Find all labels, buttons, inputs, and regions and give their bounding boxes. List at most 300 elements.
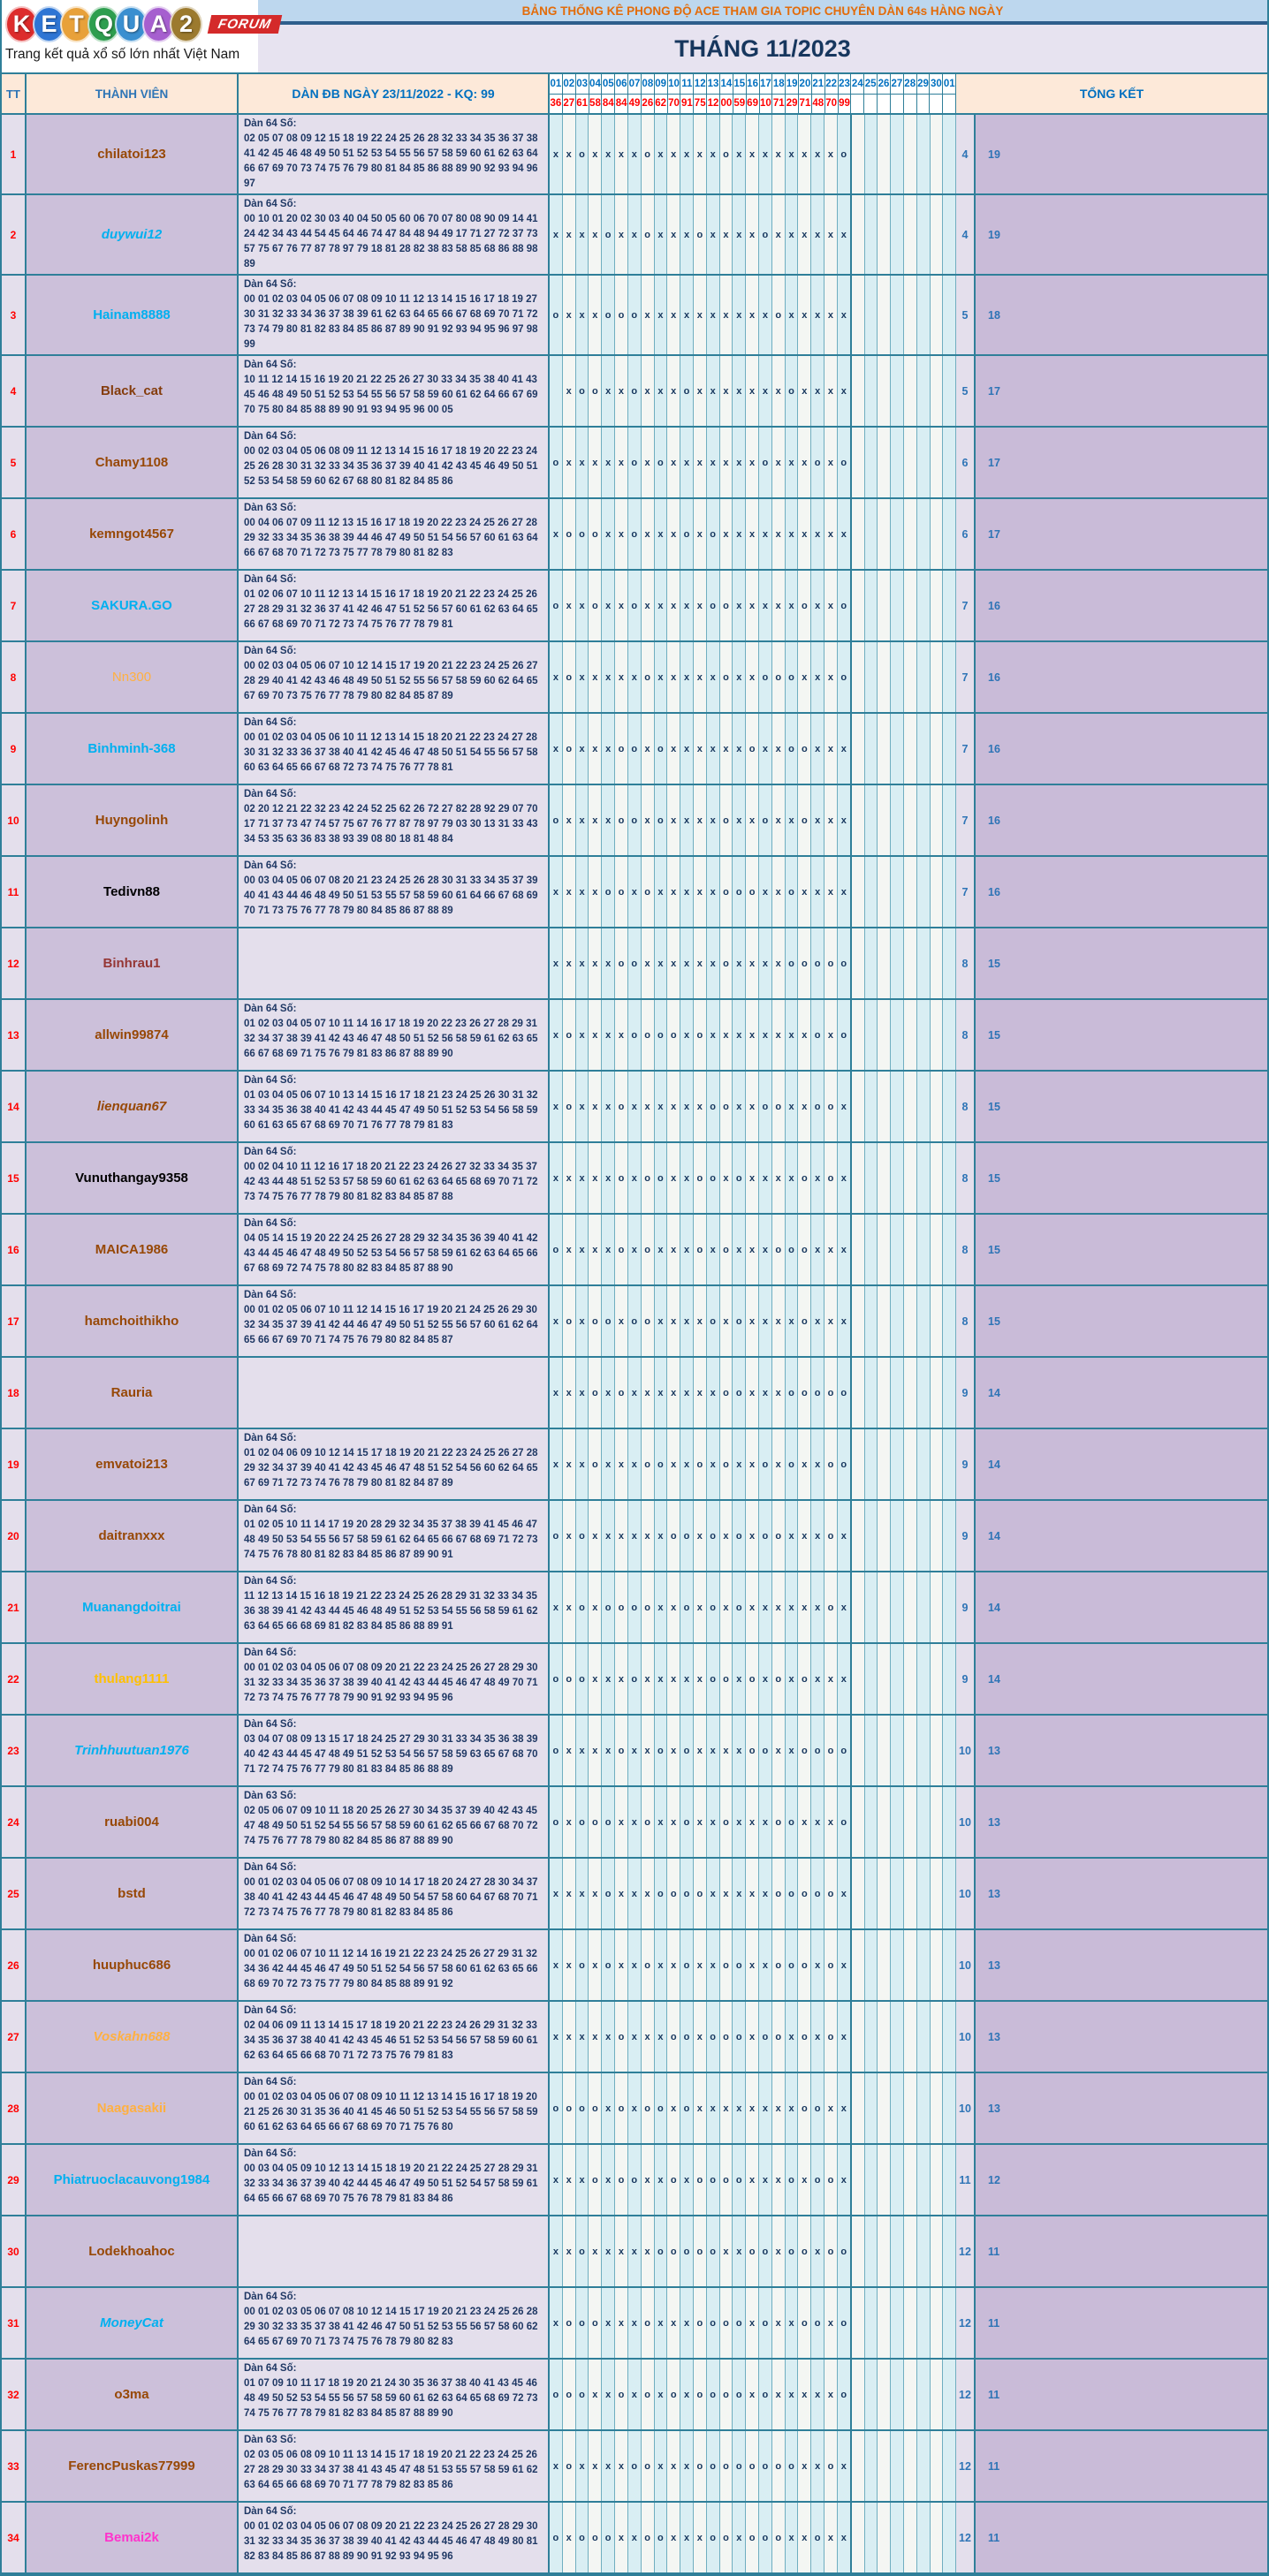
- mark-miss-o: o: [642, 1000, 655, 1070]
- mark-hit-x: x: [772, 785, 786, 855]
- mark-hit-x: x: [759, 1215, 772, 1284]
- mark-empty: [904, 2503, 917, 2572]
- mark-hit-x: x: [733, 1429, 746, 1499]
- total-o-count: 5: [956, 276, 976, 354]
- mark-hit-x: x: [798, 1572, 811, 1642]
- mark-hit-x: x: [628, 1501, 642, 1571]
- total-x-count: 14: [976, 1429, 1267, 1499]
- mark-hit-x: x: [550, 195, 563, 274]
- mark-hit-x: x: [772, 1143, 786, 1213]
- member-row: [2, 1787, 1267, 1859]
- mark-hit-x: x: [824, 499, 838, 569]
- mark-empty: [878, 1000, 891, 1070]
- member-name[interactable]: Bemai2k: [104, 2530, 159, 2545]
- numbers-text: 00 02 03 04 05 06 07 10 12 14 15 17 19 20 21 22 23 24 25 26 27 28 29 40 41 42 43 46 48 49 50 51 52 55 56 57 58 59 60 62 64 65 67 69 70 73 75 76 77 78 79 80 82 84 85 87 89: [244, 661, 538, 701]
- mark-empty: [943, 571, 956, 640]
- mark-hit-x: x: [602, 2288, 615, 2358]
- mark-hit-x: x: [720, 1000, 733, 1070]
- mark-miss-o: o: [615, 2073, 628, 2143]
- mark-miss-o: o: [694, 195, 707, 274]
- numbers-text: 00 01 02 03 04 05 06 10 11 12 13 14 15 18 20 21 22 23 24 27 28 30 31 32 33 36 37 38 40 41 42 45 46 47 48 50 51 54 55 56 57 58 60 63 64 65 66 67 68 72 73 74 75 76 77 78 81: [244, 732, 538, 773]
- mark-empty: [865, 1215, 878, 1284]
- mark-empty: [550, 356, 563, 426]
- mark-hit-x: x: [589, 1143, 602, 1213]
- mark-hit-x: x: [772, 1000, 786, 1070]
- day-number: 15: [733, 74, 746, 95]
- mark-miss-o: o: [628, 2145, 642, 2215]
- mark-miss-o: o: [838, 1000, 852, 1070]
- member-row: [2, 1286, 1267, 1358]
- mark-hit-x: x: [667, 785, 680, 855]
- mark-empty: [917, 1072, 931, 1141]
- mark-empty: [917, 2288, 931, 2358]
- total-o-count: 9: [956, 1572, 976, 1642]
- mark-empty: [904, 1644, 917, 1714]
- member-name[interactable]: MAICA1986: [95, 1242, 169, 1257]
- total-x-count: 19: [976, 115, 1267, 193]
- mark-miss-o: o: [576, 115, 589, 193]
- day-column: [747, 74, 760, 113]
- mark-hit-x: x: [602, 428, 615, 497]
- mark-empty: [878, 785, 891, 855]
- numbers-cell: [239, 356, 550, 426]
- mark-empty: [904, 1215, 917, 1284]
- day-kq-result: 70: [668, 95, 680, 114]
- member-name[interactable]: kemngot4567: [89, 527, 174, 542]
- mark-hit-x: x: [838, 1859, 852, 1928]
- day-column: [917, 74, 931, 113]
- member-name[interactable]: Chamy1108: [95, 455, 169, 470]
- member-name[interactable]: Voskahn688: [93, 2029, 171, 2044]
- member-name[interactable]: thulang1111: [94, 1671, 170, 1686]
- numbers-label: Dàn 64 Số:: [244, 1504, 297, 1515]
- total-x-count: 13: [976, 2002, 1267, 2072]
- mark-empty: [852, 2216, 865, 2286]
- mark-empty: [891, 1930, 904, 2000]
- mark-hit-x: x: [680, 2145, 694, 2215]
- mark-hit-x: x: [615, 2288, 628, 2358]
- day-column: [615, 74, 628, 113]
- numbers-text: 00 10 01 20 02 30 03 40 04 50 05 60 06 70 07 80 08 90 09 14 41 24 42 34 43 44 54 45 64 46 74 47 84 48 94 49 17 71 27 72 37 73 57 75 67 76 77 87 78 97 79 18 81 28 82 38 83 58 85 68 86 88 98 89: [244, 214, 538, 269]
- member-row: [2, 1000, 1267, 1072]
- mark-hit-x: x: [733, 785, 746, 855]
- total-o-count: 12: [956, 2288, 976, 2358]
- total-x-count: 16: [976, 714, 1267, 784]
- mark-hit-x: x: [667, 1930, 680, 2000]
- numbers-cell: [239, 2288, 550, 2358]
- mark-hit-x: x: [838, 276, 852, 354]
- mark-empty: [852, 2288, 865, 2358]
- mark-hit-x: x: [746, 1501, 759, 1571]
- total-x-count: 16: [976, 642, 1267, 712]
- mark-hit-x: x: [550, 1930, 563, 2000]
- mark-miss-o: o: [576, 2360, 589, 2429]
- mark-empty: [917, 1286, 931, 1356]
- mark-hit-x: x: [746, 785, 759, 855]
- mark-hit-x: x: [655, 1215, 668, 1284]
- mark-miss-o: o: [772, 2503, 786, 2572]
- mark-hit-x: x: [589, 1501, 602, 1571]
- mark-hit-x: x: [838, 2431, 852, 2501]
- mark-hit-x: x: [720, 1859, 733, 1928]
- mark-hit-x: x: [838, 2145, 852, 2215]
- mark-miss-o: o: [786, 2216, 799, 2286]
- day-column: [864, 74, 878, 113]
- mark-empty: [904, 1358, 917, 1428]
- numbers-label: Dàn 64 Số:: [244, 1433, 297, 1443]
- member-name[interactable]: Hainam8888: [93, 307, 171, 322]
- numbers-text: 11 12 13 14 15 16 18 19 21 22 23 24 25 26 28 29 31 32 33 34 35 36 38 39 41 42 43 44 45 46 48 49 51 52 53 54 55 56 58 59 61 62 63 64 65 66 68 69 81 82 83 84 85 86 88 89 91: [244, 1591, 538, 1632]
- marks-cells: [550, 2503, 956, 2572]
- mark-empty: [904, 499, 917, 569]
- mark-empty: [904, 276, 917, 354]
- mark-hit-x: x: [655, 571, 668, 640]
- total-x-count: 13: [976, 1859, 1267, 1928]
- mark-hit-x: x: [628, 1072, 642, 1141]
- member-name[interactable]: ruabi004: [104, 1815, 159, 1830]
- member-name[interactable]: huuphuc686: [92, 1958, 171, 1973]
- mark-empty: [931, 714, 944, 784]
- mark-miss-o: o: [694, 2145, 707, 2215]
- mark-hit-x: x: [680, 1429, 694, 1499]
- member-name[interactable]: duywui12: [101, 227, 163, 242]
- mark-hit-x: x: [615, 2503, 628, 2572]
- mark-hit-x: x: [563, 2503, 576, 2572]
- mark-miss-o: o: [707, 499, 720, 569]
- marks-cells: [550, 1930, 956, 2000]
- tt-cell: 22: [2, 1644, 27, 1714]
- mark-empty: [917, 1787, 931, 1857]
- mark-hit-x: x: [628, 857, 642, 927]
- mark-hit-x: x: [824, 2073, 838, 2143]
- mark-miss-o: o: [550, 1787, 563, 1857]
- member-name[interactable]: SAKURA.GO: [91, 598, 172, 613]
- member-name-cell: [27, 2431, 239, 2501]
- mark-empty: [943, 1644, 956, 1714]
- member-name[interactable]: MoneyCat: [100, 2315, 163, 2330]
- mark-empty: [852, 356, 865, 426]
- day-column: [628, 74, 642, 113]
- mark-miss-o: o: [811, 1358, 824, 1428]
- total-o-count: 10: [956, 1716, 976, 1785]
- mark-empty: [931, 857, 944, 927]
- mark-hit-x: x: [615, 499, 628, 569]
- mark-hit-x: x: [759, 356, 772, 426]
- mark-hit-x: x: [576, 1000, 589, 1070]
- member-name[interactable]: Trinhhuutuan1976: [74, 1743, 189, 1758]
- mark-empty: [943, 1501, 956, 1571]
- mark-hit-x: x: [589, 1572, 602, 1642]
- member-name[interactable]: Binhrau1: [103, 956, 161, 971]
- tt-cell: 14: [2, 1072, 27, 1141]
- mark-miss-o: o: [759, 195, 772, 274]
- marks-cells: [550, 928, 956, 998]
- mark-hit-x: x: [602, 1716, 615, 1785]
- total-x-count: 14: [976, 1644, 1267, 1714]
- member-name-cell: [27, 1787, 239, 1857]
- mark-hit-x: x: [642, 2145, 655, 2215]
- mark-empty: [931, 571, 944, 640]
- mark-hit-x: x: [746, 1072, 759, 1141]
- marks-cells: [550, 2216, 956, 2286]
- mark-hit-x: x: [589, 2002, 602, 2072]
- marks-cells: [550, 2002, 956, 2072]
- mark-miss-o: o: [798, 1644, 811, 1714]
- mark-empty: [904, 1501, 917, 1571]
- member-name[interactable]: emvatoi213: [95, 1457, 168, 1472]
- member-name[interactable]: Nn300: [111, 670, 152, 685]
- mark-hit-x: x: [798, 2145, 811, 2215]
- mark-hit-x: x: [798, 1072, 811, 1141]
- mark-hit-x: x: [602, 1358, 615, 1428]
- mark-empty: [891, 1716, 904, 1785]
- mark-empty: [891, 195, 904, 274]
- mark-hit-x: x: [746, 642, 759, 712]
- total-o-count: 6: [956, 499, 976, 569]
- mark-hit-x: x: [563, 2002, 576, 2072]
- mark-hit-x: x: [824, 1787, 838, 1857]
- mark-miss-o: o: [563, 642, 576, 712]
- site-logo: [2, 0, 273, 72]
- member-name[interactable]: Muanangdoitrai: [82, 1600, 181, 1615]
- mark-hit-x: x: [838, 857, 852, 927]
- member-name[interactable]: Black_cat: [100, 383, 163, 398]
- mark-hit-x: x: [811, 276, 824, 354]
- mark-hit-x: x: [798, 356, 811, 426]
- numbers-label: Dàn 64 Số:: [244, 1075, 297, 1086]
- tt-cell: 34: [2, 2503, 27, 2572]
- mark-hit-x: x: [655, 1644, 668, 1714]
- member-name-cell: [27, 1143, 239, 1213]
- member-name-cell: [27, 1572, 239, 1642]
- numbers-label: Dàn 64 Số:: [244, 1934, 297, 1944]
- logo-tagline: Trang kết quả xổ số lớn nhất Việt Nam: [5, 47, 240, 62]
- mark-empty: [917, 115, 931, 193]
- numbers-label: Dàn 64 Số:: [244, 860, 297, 871]
- member-row: [2, 2145, 1267, 2216]
- mark-hit-x: x: [576, 276, 589, 354]
- mark-empty: [852, 1716, 865, 1785]
- mark-hit-x: x: [655, 2288, 668, 2358]
- mark-miss-o: o: [563, 1072, 576, 1141]
- mark-miss-o: o: [550, 276, 563, 354]
- mark-miss-o: o: [746, 1644, 759, 1714]
- member-name-cell: [27, 1286, 239, 1356]
- mark-empty: [917, 857, 931, 927]
- mark-hit-x: x: [615, 571, 628, 640]
- mark-miss-o: o: [707, 2002, 720, 2072]
- day-column: [799, 74, 812, 113]
- mark-miss-o: o: [563, 2431, 576, 2501]
- mark-empty: [931, 276, 944, 354]
- total-o-count: 12: [956, 2431, 976, 2501]
- marks-cells: [550, 1215, 956, 1284]
- mark-empty: [878, 195, 891, 274]
- mark-empty: [878, 1716, 891, 1785]
- day-kq-result: 36: [550, 95, 562, 114]
- numbers-text: 01 02 05 10 11 14 17 19 20 28 29 32 34 35 37 38 39 41 45 46 47 48 49 50 53 54 55 56 57 58 59 61 62 64 65 66 67 68 69 71 72 73 74 75 76 78 80 81 82 83 84 85 86 87 89 90 91: [244, 1519, 538, 1560]
- mark-hit-x: x: [824, 1000, 838, 1070]
- member-name-cell: [27, 1072, 239, 1141]
- mark-hit-x: x: [615, 1644, 628, 1714]
- member-name[interactable]: Vunuthangay9358: [75, 1171, 188, 1186]
- day-kq-result: 71: [772, 95, 785, 114]
- mark-miss-o: o: [655, 785, 668, 855]
- mark-miss-o: o: [838, 2288, 852, 2358]
- member-name-cell: [27, 499, 239, 569]
- mark-hit-x: x: [786, 1286, 799, 1356]
- member-name[interactable]: daitranxxx: [98, 1528, 165, 1543]
- mark-miss-o: o: [733, 2145, 746, 2215]
- mark-hit-x: x: [667, 1215, 680, 1284]
- day-kq-result: 99: [839, 95, 851, 114]
- total-x-count: 12: [976, 2145, 1267, 2215]
- numbers-text: 01 02 04 06 09 10 12 14 15 17 18 19 20 21 22 23 24 25 26 27 28 29 32 34 37 39 40 41 42 43 45 46 47 48 51 52 54 56 60 62 64 65 67 69 71 72 73 74 76 78 79 80 81 82 84 87 89: [244, 1448, 538, 1489]
- tt-cell: 23: [2, 1716, 27, 1785]
- mark-hit-x: x: [733, 1644, 746, 1714]
- mark-miss-o: o: [576, 1501, 589, 1571]
- mark-miss-o: o: [838, 2216, 852, 2286]
- mark-empty: [865, 2431, 878, 2501]
- day-number: 19: [786, 74, 798, 95]
- mark-hit-x: x: [798, 195, 811, 274]
- mark-hit-x: x: [733, 1859, 746, 1928]
- mark-hit-x: x: [824, 428, 838, 497]
- mark-miss-o: o: [811, 2288, 824, 2358]
- member-name-cell: [27, 356, 239, 426]
- mark-hit-x: x: [772, 2288, 786, 2358]
- mark-empty: [931, 2503, 944, 2572]
- mark-empty: [865, 1716, 878, 1785]
- day-number: 18: [772, 74, 785, 95]
- mark-hit-x: x: [615, 195, 628, 274]
- mark-empty: [943, 1716, 956, 1785]
- day-number: 21: [812, 74, 824, 95]
- tt-cell: 6: [2, 499, 27, 569]
- numbers-cell: [239, 1072, 550, 1141]
- marks-cells: [550, 1716, 956, 1785]
- member-name[interactable]: chilatoi123: [97, 147, 166, 162]
- mark-miss-o: o: [589, 1429, 602, 1499]
- member-name-cell: [27, 1429, 239, 1499]
- mark-miss-o: o: [655, 1143, 668, 1213]
- mark-empty: [878, 2145, 891, 2215]
- mark-miss-o: o: [786, 642, 799, 712]
- day-column: [812, 74, 825, 113]
- mark-hit-x: x: [824, 1286, 838, 1356]
- mark-hit-x: x: [707, 642, 720, 712]
- mark-miss-o: o: [786, 928, 799, 998]
- mark-hit-x: x: [838, 1143, 852, 1213]
- mark-miss-o: o: [720, 1072, 733, 1141]
- mark-miss-o: o: [576, 2288, 589, 2358]
- mark-miss-o: o: [655, 1859, 668, 1928]
- mark-empty: [931, 1072, 944, 1141]
- member-name[interactable]: hamchoithikho: [84, 1314, 179, 1329]
- member-row: [2, 1930, 1267, 2002]
- mark-empty: [891, 1859, 904, 1928]
- numbers-cell: [239, 1859, 550, 1928]
- mark-hit-x: x: [576, 428, 589, 497]
- member-name[interactable]: bstd: [118, 1886, 146, 1901]
- member-name[interactable]: Tedivn88: [103, 884, 160, 899]
- mark-miss-o: o: [589, 499, 602, 569]
- member-name[interactable]: FerencPuskas77999: [68, 2459, 195, 2474]
- member-name[interactable]: Huyngolinh: [95, 813, 169, 828]
- member-name[interactable]: lienquan67: [96, 1099, 167, 1114]
- mark-hit-x: x: [642, 2216, 655, 2286]
- member-name-cell: [27, 714, 239, 784]
- numbers-text: 00 01 02 05 06 07 10 11 12 14 15 16 17 19 20 21 24 25 26 29 30 32 34 35 37 39 41 42 44 46 47 49 50 51 52 55 56 57 60 61 62 64 65 66 67 69 70 71 74 75 76 79 80 82 84 85 87: [244, 1305, 538, 1345]
- member-row: [2, 2002, 1267, 2073]
- numbers-label: Dàn 64 Số:: [244, 1862, 297, 1873]
- member-name[interactable]: allwin99874: [95, 1027, 169, 1042]
- mark-miss-o: o: [746, 857, 759, 927]
- member-name[interactable]: Phiatruoclacauvong1984: [53, 2172, 210, 2187]
- mark-empty: [865, 1572, 878, 1642]
- tt-cell: 33: [2, 2431, 27, 2501]
- numbers-label: Dàn 64 Số:: [244, 1648, 297, 1658]
- day-number: 01: [550, 74, 562, 95]
- mark-hit-x: x: [550, 1000, 563, 1070]
- mark-empty: [865, 785, 878, 855]
- mark-miss-o: o: [602, 195, 615, 274]
- mark-hit-x: x: [772, 2216, 786, 2286]
- member-row: [2, 1072, 1267, 1143]
- mark-miss-o: o: [720, 2002, 733, 2072]
- numbers-label: Dàn 64 Số:: [244, 2363, 297, 2374]
- mark-hit-x: x: [680, 928, 694, 998]
- mark-empty: [865, 1644, 878, 1714]
- mark-miss-o: o: [786, 714, 799, 784]
- mark-hit-x: x: [759, 1286, 772, 1356]
- mark-empty: [878, 1930, 891, 2000]
- day-column: [930, 74, 943, 113]
- total-x-count: 13: [976, 2073, 1267, 2143]
- member-name[interactable]: Naagasakii: [96, 2101, 167, 2116]
- marks-cells: [550, 2360, 956, 2429]
- mark-empty: [852, 1930, 865, 2000]
- mark-empty: [931, 499, 944, 569]
- mark-empty: [943, 785, 956, 855]
- numbers-cell: [239, 1930, 550, 2000]
- mark-hit-x: x: [759, 276, 772, 354]
- mark-hit-x: x: [642, 714, 655, 784]
- mark-miss-o: o: [798, 2288, 811, 2358]
- member-name[interactable]: Lodekhoahoc: [88, 2244, 175, 2259]
- mark-empty: [878, 2073, 891, 2143]
- mark-miss-o: o: [720, 2431, 733, 2501]
- member-name[interactable]: Binhminh-368: [87, 741, 176, 756]
- mark-hit-x: x: [615, 1000, 628, 1070]
- member-name[interactable]: Rauria: [110, 1385, 153, 1400]
- mark-miss-o: o: [667, 2360, 680, 2429]
- day-kq-result: 61: [576, 95, 589, 114]
- mark-hit-x: x: [655, 928, 668, 998]
- member-name[interactable]: o3ma: [114, 2387, 149, 2402]
- mark-miss-o: o: [798, 1286, 811, 1356]
- mark-miss-o: o: [628, 571, 642, 640]
- mark-empty: [917, 2145, 931, 2215]
- mark-hit-x: x: [576, 642, 589, 712]
- mark-hit-x: x: [694, 2002, 707, 2072]
- mark-miss-o: o: [550, 1644, 563, 1714]
- mark-hit-x: x: [786, 1000, 799, 1070]
- mark-empty: [917, 499, 931, 569]
- mark-hit-x: x: [838, 2503, 852, 2572]
- mark-empty: [917, 1000, 931, 1070]
- numbers-text: 00 01 02 03 05 06 07 08 10 12 14 15 17 19 20 21 23 24 25 26 28 29 30 32 33 35 37 38 41 42 46 47 50 51 52 53 55 56 57 58 60 62 64 65 67 69 70 71 73 74 75 76 78 79 80 82 83: [244, 2307, 538, 2347]
